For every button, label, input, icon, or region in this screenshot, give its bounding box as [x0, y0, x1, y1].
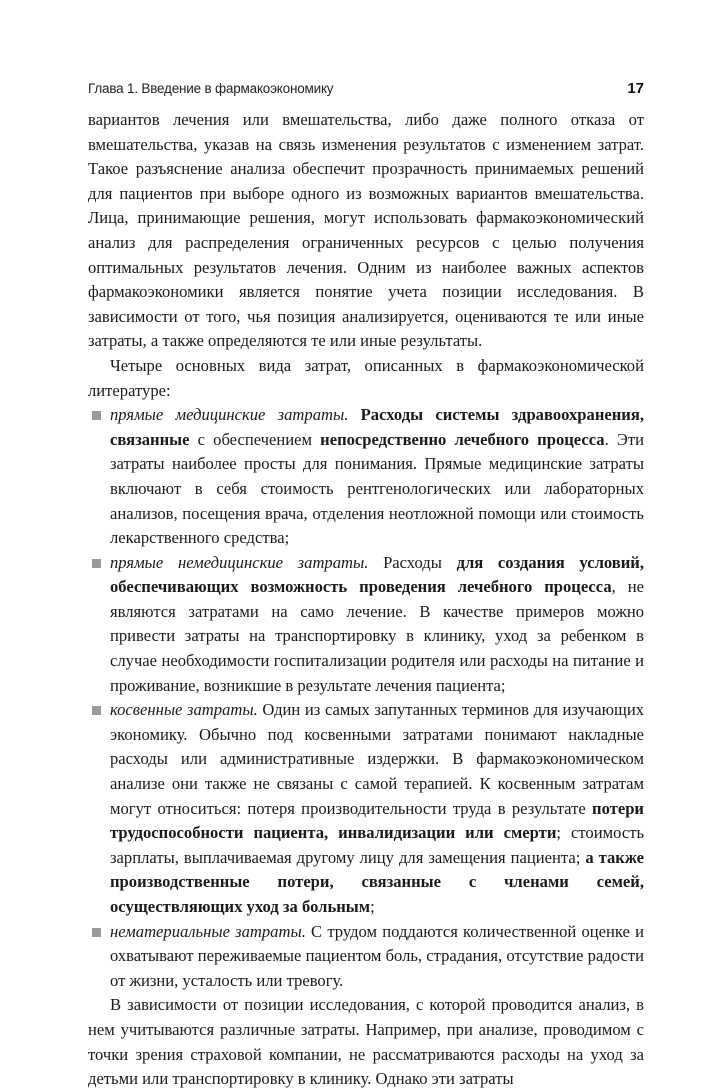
- running-header: [88, 80, 644, 97]
- list-item-direct-medical: прямые медицинские затраты. Расходы системы здравоохранения, связанные с обеспечением непосредственно лечебного процесса. Эти затраты наиболее просты для понимания. Прямые медицинские затраты включают в себя стоимость рентгенологических или лабораторных анализов, посещения врача, отделения неотложной помощи или стоимость лекарственного средства;: [88, 403, 644, 551]
- list-item-intangible: нематериальные затраты. С трудом поддаются количественной оценке и охватывают переживаемые пациентом боль, страдания, отсутствие радости от жизни, усталость или тревогу.: [88, 920, 644, 994]
- square-bullet-icon: [92, 928, 101, 937]
- chapter-title: Глава 1. Введение в фармакоэкономику: [88, 81, 334, 96]
- square-bullet-icon: [92, 559, 101, 568]
- paragraph-perspective: В зависимости от позиции исследования, с которой проводится анализ, в нем учитываются различные затраты. Например, при анализе, проводимом с точки зрения страховой компании, не рассматриваются расходы на уход за детьми или транспортировку в клинику. Однако эти затраты: [88, 995, 644, 1089]
- page-number: 17: [627, 80, 644, 97]
- paragraph-intro-continued: вариантов лечения или вмешательства, либо даже полного отказа от вмешательства, указав на связь изменения результатов с изменением затрат. Такое разъяснение анализа обеспечит прозрачность принимаемых решений для пациентов при выборе одного из возможных вариантов вмешательства. Лица, принимающие решения, могут использовать фармакоэкономический анализ для распределения ограниченных ресурсов с целью получения оптимальных результатов лечения. Одним из наиболее важных аспектов фармакоэкономики является понятие учета позиции исследования. В зависимости от того, чья позиция анализируется, оцениваются те или иные затраты, а также определяются те или иные результаты.: [88, 110, 644, 351]
- square-bullet-icon: [92, 706, 101, 715]
- list-item-indirect: косвенные затраты. Один из самых запутанных терминов для изучающих экономику. Обычно под косвенными затратами понимают накладные расходы или административные издержки. В фармакоэкономическом анализе они также не связаны с самой терапией. К косвенным затратам могут относиться: потеря производительности труда в результате потери трудоспособности пациента, инвалидизации или смерти; стоимость зарплаты, выплачиваемая другому лицу для замещения пациента; а также производственные потери, связанные с членами семей, осуществляющих уход за больным;: [88, 698, 644, 919]
- emphasis-text: потери трудоспособности пациента, инвалидизации или смерти: [110, 798, 644, 843]
- list-item-direct-nonmedical: прямые немедицинские затраты. Расходы для создания условий, обеспечивающих возможность проведения лечебного процесса, не являются затратами на само лечение. В качестве примеров можно привести затраты на транспортировку в клинику, уход за ребенком в случае необходимости госпитализации родителя или расходы на питание и проживание, возникшие в результате лечения пациента;: [88, 551, 644, 699]
- emphasis-text: Расходы системы здравоохранения, связанные: [110, 405, 644, 449]
- term-direct-medical: прямые медицинские затраты.: [110, 405, 349, 425]
- term-indirect: косвенные затраты.: [110, 700, 258, 720]
- paragraph-cost-types-lead: Четыре основных вида затрат, описанных в фармакоэкономической литературе:: [88, 355, 644, 400]
- body-text: [88, 108, 644, 1092]
- term-intangible: нематериальные затраты.: [110, 921, 306, 941]
- emphasis-text: для создания условий, обеспечивающих возможность проведения лечебного процесса: [110, 552, 644, 597]
- emphasis-text: непосредственно лечебного процесса: [320, 429, 605, 449]
- emphasis-text: а также производственные потери, связанные с членами семей, осуществляющих уход за больным: [110, 847, 644, 916]
- term-direct-nonmedical: прямые немедицинские затраты.: [110, 552, 369, 572]
- square-bullet-icon: [92, 411, 101, 420]
- cost-types-list: [88, 403, 644, 993]
